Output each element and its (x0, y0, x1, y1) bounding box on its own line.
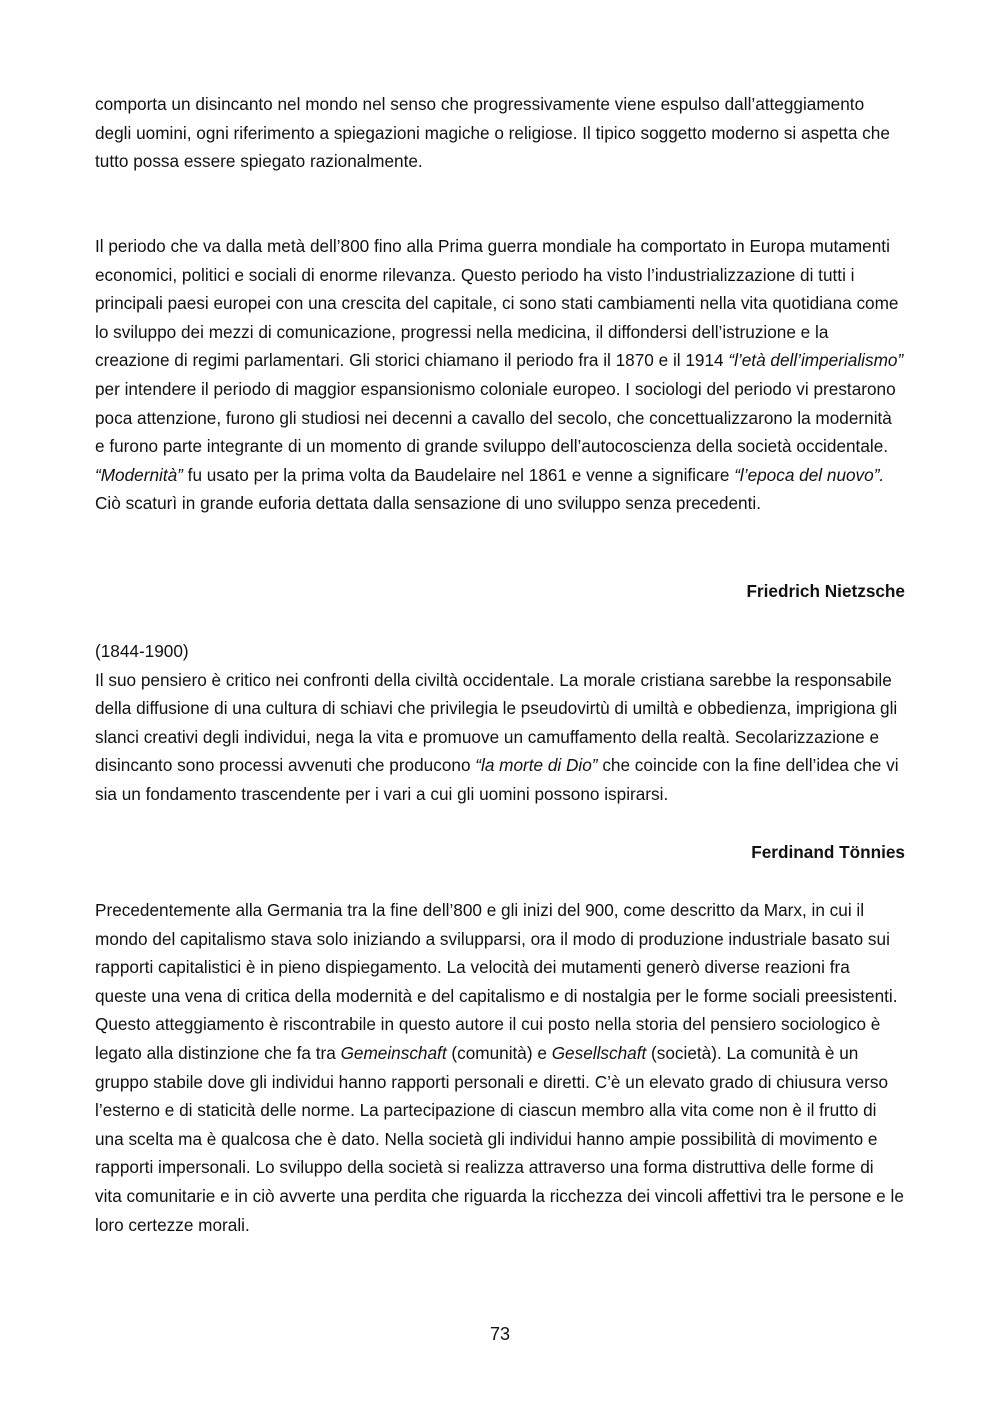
text-run: Ciò scaturì in grande euforia dettata dalla sensazione di uno sviluppo senza precedenti. (95, 493, 761, 514)
nietzsche-paragraph (95, 637, 905, 809)
text-run: Il suo pensiero è critico nei confronti della civiltà occidentale. La morale cristiana sarebbe la responsabile della diffusione di una cultura di schiavi che privilegia le pseudovirtù di umiltà e obbedienza, imprigiona gli slanci creativi degli individui, nega la vita e promuove un camuffamento della realtà. Secolarizzazione e disincanto sono processi avvenuti che producono (95, 669, 898, 776)
modernity-period-paragraph (95, 232, 905, 518)
page-number: 73 (489, 1324, 511, 1344)
document-page (95, 0, 905, 1415)
text-run: fu usato per la prima volta da Baudelaire nel 1861 e venne a significare (182, 464, 735, 485)
italic-term: Gesellschaft (551, 1042, 647, 1063)
nietzsche-heading: Friedrich Nietzsche (746, 581, 905, 601)
text-run: Il periodo che va dalla metà dell’800 fino alla Prima guerra mondiale ha comportato in Europa mutamenti economici, politici e sociali di enorme rilevanza. Questo periodo ha visto l’industrializzazione di tutti i principali paesi europei con una crescita del capitale, ci sono stati cambiamenti nella vita quotidiana come lo sviluppo dei mezzi di comunicazione, progressi nella medicina, il diffondersi dell’istruzione e la creazione di regimi parlamentari. Gli storici chiamano il periodo fra il 1870 e il 1914 (95, 236, 899, 371)
text-run: che coincide con la fine dell’idea che vi sia un fondamento trascendente per i vari a cui gli uomini possono ispirarsi. (95, 755, 899, 804)
italic-term: Gemeinschaft (340, 1042, 447, 1063)
tonnies-paragraph (95, 896, 905, 1239)
text-run: Precedentemente alla Germania tra la fine dell’800 e gli inizi del 900, come descritto da Marx, in cui il mondo del capitalismo stava solo iniziando a svilupparsi, ora il modo di produzione industriale basato sui rapporti capitalistici è in pieno dispiegamento. La velocità dei mutamenti generò diverse reazioni fra queste una vena di critica della modernità e del capitalismo e di nostalgia per le forme sociali preesistenti. Questo atteggiamento è riscontrabile in questo autore il cui posto nella storia del pensiero sociologico è legato alla distinzione che fa tra (95, 900, 898, 1063)
italic-quote: “l’epoca del nuovo”. (734, 464, 885, 485)
text-run: per intendere il periodo di maggior espansionismo coloniale europeo. I sociologi del periodo vi prestarono poca attenzione, furono gli studiosi nei decenni a cavallo del secolo, che concettualizzarono la modernità e furono parte integrante di un momento di grande sviluppo dell’autocoscienza della società occidentale. (95, 378, 896, 457)
italic-quote: “l’età dell’imperialismo” (728, 350, 904, 371)
text-run: (società). La comunità è un gruppo stabile dove gli individui hanno rapporti personali e diretti. C’è un elevato grado di chiusura verso l’esterno e di staticità delle norme. La partecipazione di ciascun membro alla vita come non è il frutto di una scelta ma è qualcosa che è dato. Nella società gli individui hanno ampie possibilità di movimento e rapporti impersonali. Lo sviluppo della società si realizza attraverso una forma distruttiva delle forme di vita comunitarie e in ciò avverte una perdita che riguarda la ricchezza dei vincoli affettivi tra le persone e le loro certezze morali. (95, 1042, 904, 1235)
italic-quote: “la morte di Dio” (475, 755, 598, 776)
intro-paragraph: comporta un disincanto nel mondo nel senso che progressivamente viene espulso dall’atteggiamento degli uomini, ogni riferimento a spiegazioni magiche o religiose. Il tipico soggetto moderno si aspetta che tutto possa essere spiegato razionalmente. (95, 94, 890, 172)
text-run: (comunità) e (446, 1042, 552, 1063)
italic-quote: “Modernità” (95, 464, 183, 485)
tonnies-heading: Ferdinand Tönnies (751, 842, 905, 862)
life-dates: (1844-1900) (95, 641, 189, 661)
